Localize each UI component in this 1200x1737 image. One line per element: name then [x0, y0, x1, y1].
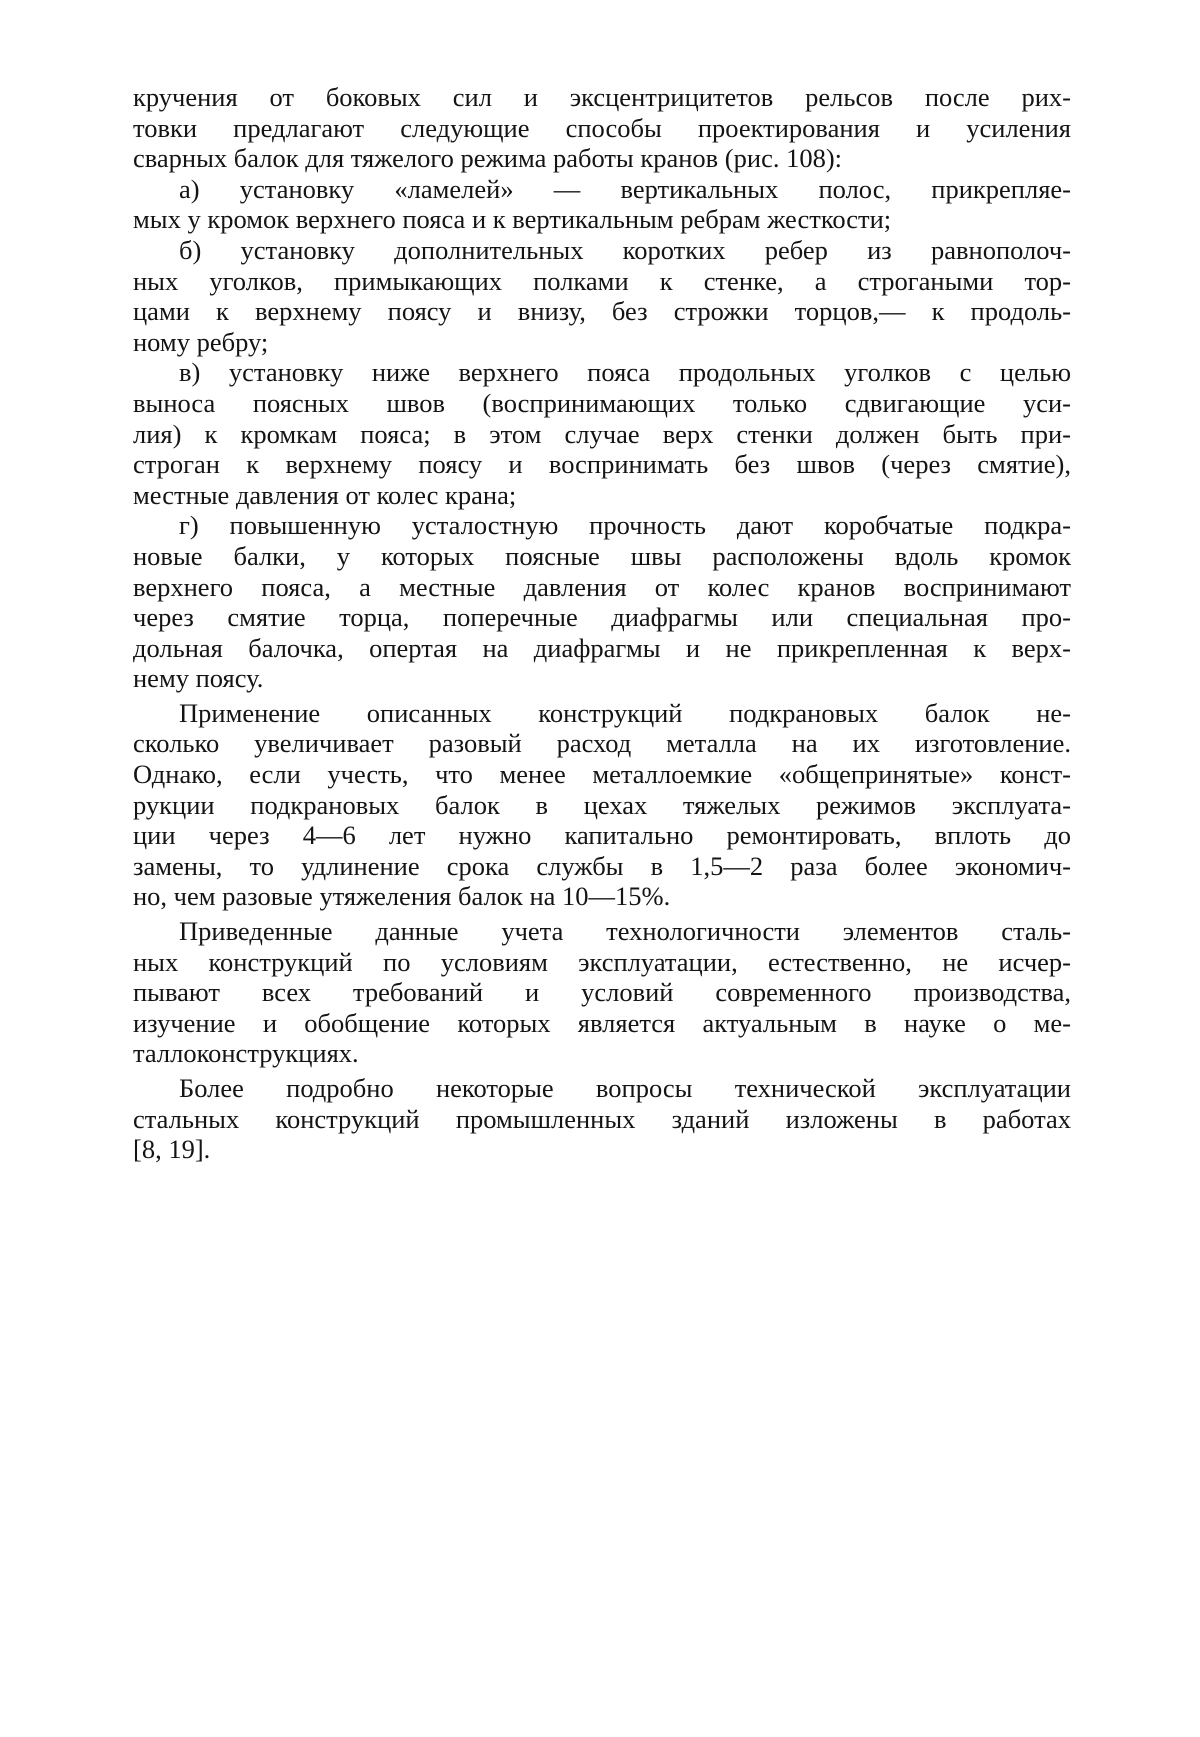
- text-line: цами к верхнему поясу и внизу, без строжки торцов,— к продоль-: [133, 296, 1071, 327]
- text-line: Применение описанных конструкций подкрановых балок не-: [179, 697, 1071, 728]
- text-line: стальных конструкций промышленных зданий изложены в работах: [133, 1103, 1071, 1134]
- text-line: ции через 4—6 лет нужно капитально ремонтировать, вплоть до: [133, 820, 1071, 851]
- text-line: г) повышенную усталостную прочность дают коробчатые подкра-: [179, 510, 1071, 541]
- text-line: кручения от боковых сил и эксцентрицитетов рельсов после рих-: [133, 82, 1071, 112]
- text-line: верхнего пояса, а местные давления от колес кранов воспринимают: [133, 571, 1071, 602]
- text-line: б) установку дополнительных коротких ребер из равнополоч-: [179, 234, 1071, 265]
- body-text: [133, 82, 1071, 1165]
- text-line: Приведенные данные учета технологичности элементов сталь-: [179, 916, 1071, 947]
- text-line: товки предлагают следующие способы проектирования и усиления: [133, 112, 1071, 143]
- text-line: но, чем разовые утяжеления балок на 10—15%.: [133, 881, 671, 912]
- text-line: а) установку «ламелей» — вертикальных полос, прикрепляе-: [179, 173, 1071, 204]
- text-line: Однако, если учесть, что менее металлоемкие «общепринятые» конст-: [133, 759, 1071, 790]
- text-line: дольная балочка, опертая на диафрагмы и не прикрепленная к верх-: [133, 632, 1071, 663]
- text-line: местные давления от колес крана;: [133, 479, 517, 510]
- text-line: изучение и обобщение которых является актуальным в науке о ме-: [133, 1007, 1071, 1038]
- text-line: сколько увеличивает разовый расход металла на их изготовление.: [133, 728, 1071, 759]
- text-line: [8, 19].: [133, 1134, 211, 1165]
- text-line: нему поясу.: [133, 663, 264, 694]
- text-line: ных уголков, примыкающих полками к стенке, а строгаными тор-: [133, 265, 1071, 296]
- text-line: строган к верхнему поясу и воспринимать без швов (через смятие),: [133, 449, 1071, 480]
- text-line: ных конструкций по условиям эксплуатации, естественно, не исчер-: [133, 946, 1071, 977]
- text-line: через смятие торца, поперечные диафрагмы или специальная про-: [133, 602, 1071, 633]
- text-line: Более подробно некоторые вопросы технической эксплуатации: [179, 1073, 1071, 1103]
- text-line: ному ребру;: [133, 326, 269, 357]
- text-line: мых у кромок верхнего пояса и к вертикальным ребрам жесткости;: [133, 204, 892, 235]
- text-line: в) установку ниже верхнего пояса продольных уголков с целью: [179, 357, 1071, 388]
- text-line: рукции подкрановых балок в цехах тяжелых режимов эксплуата-: [133, 789, 1071, 820]
- text-line: сварных балок для тяжелого режима работы кранов (рис. 108):: [133, 143, 843, 174]
- text-line: таллоконструкциях.: [133, 1038, 359, 1069]
- text-line: замены, то удлинение срока службы в 1,5—2 раза более экономич-: [133, 850, 1071, 881]
- text-line: лия) к кромкам пояса; в этом случае верх стенки должен быть при-: [133, 418, 1071, 449]
- text-line: новые балки, у которых поясные швы расположены вдоль кромок: [133, 540, 1071, 571]
- text-line: пывают всех требований и условий современного производства,: [133, 977, 1071, 1008]
- text-line: выноса поясных швов (воспринимающих только сдвигающие уси-: [133, 387, 1071, 418]
